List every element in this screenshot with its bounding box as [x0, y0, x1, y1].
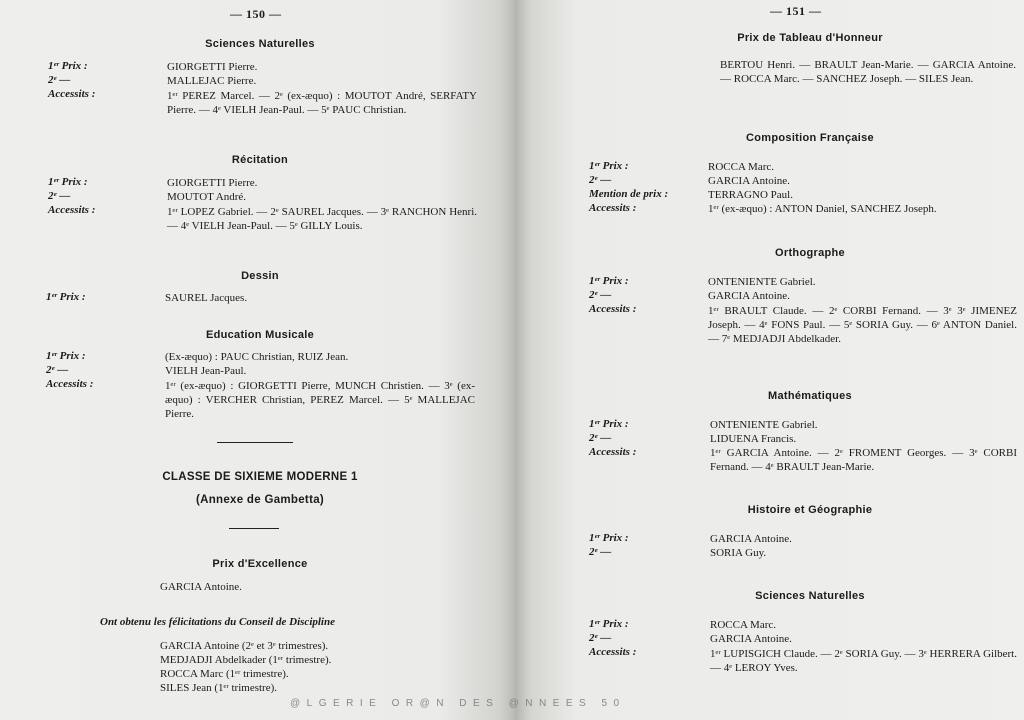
award-label: Mention de prix : — [589, 188, 669, 200]
award-label: Accessits : — [589, 303, 637, 315]
award-label: 1ᵉʳ Prix : — [46, 350, 86, 362]
award-label: 2ᵉ — — [48, 74, 71, 86]
award-names: ROCCA Marc. — [710, 619, 776, 631]
award-label: 1ᵉʳ Prix : — [589, 418, 629, 430]
award-label: Accessits : — [48, 204, 96, 216]
award-label: 1ᵉʳ Prix : — [589, 160, 629, 172]
award-label: 1ᵉʳ Prix : — [589, 618, 629, 630]
award-names: GIORGETTI Pierre. — [167, 177, 258, 189]
award-names: BERTOU Henri. — BRAULT Jean-Marie. — GARCIA Antoine. — ROCCA Marc. — SANCHEZ Joseph. — SILES Jean. — [720, 59, 1016, 86]
award-names: ONTENIENTE Gabriel. — [710, 419, 818, 431]
award-label: 2ᵉ — — [589, 432, 612, 444]
award-names: VIELH Jean-Paul. — [165, 365, 247, 377]
award-names: MOUTOT André. — [167, 191, 247, 203]
section-title: Histoire et Géographie — [747, 504, 873, 516]
award-label: Accessits : — [589, 202, 637, 214]
section-title: Education Musicale — [205, 329, 315, 341]
class-title: CLASSE DE SIXIEME MODERNE 1 — [162, 471, 358, 483]
award-names: 1ᵉʳ LUPISGICH Claude. — 2ᵉ SORIA Guy. — 3ᵉ HERRERA Gilbert. — 4ᵉ LEROY Yves. — [710, 648, 1017, 675]
watermark-text: @LGERIE OR@N DES @NNEES 50 — [290, 698, 626, 709]
award-names: GARCIA Antoine. — [710, 633, 792, 645]
list-item: MEDJADJI Abdelkader (1ᵉʳ trimestre). — [160, 654, 332, 666]
page-number: — 151 — — [770, 4, 822, 18]
award-names: GARCIA Antoine. — [708, 290, 790, 302]
award-label: 1ᵉʳ Prix : — [589, 275, 629, 287]
award-names: 1ᵉʳ LOPEZ Gabriel. — 2ᵉ SAUREL Jacques. — 3ᵉ RANCHON Henri. — 4ᵉ VIELH Jean-Paul. — 5ᵉ GILLY Louis. — [167, 206, 477, 233]
list-item: GARCIA Antoine (2ᵉ et 3ᵉ trimestres). — [160, 640, 329, 652]
page-number: — 150 — — [230, 7, 282, 21]
class-subtitle: (Annexe de Gambetta) — [195, 494, 325, 506]
award-label: 1ᵉʳ Prix : — [48, 176, 88, 188]
award-names: ONTENIENTE Gabriel. — [708, 276, 816, 288]
divider — [229, 528, 279, 529]
list-item: SILES Jean (1ᵉʳ trimestre). — [160, 682, 278, 694]
award-label: 2ᵉ — — [589, 632, 612, 644]
award-names: MALLEJAC Pierre. — [167, 75, 257, 87]
award-names: 1ᵉʳ (ex-æquo) : GIORGETTI Pierre, MUNCH Christien. — 3ᵉ (ex-æquo) : VERCHER Christian, PEREZ Marcel. — 5ᵉ MALLEJAC Pierre. — [165, 380, 475, 421]
award-label: Accessits : — [48, 88, 96, 100]
award-label: 2ᵉ — — [589, 174, 612, 186]
award-label: 2ᵉ — — [48, 190, 71, 202]
award-names: GIORGETTI Pierre. — [167, 61, 258, 73]
award-label: 2ᵉ — — [46, 364, 69, 376]
award-names: SORIA Guy. — [710, 547, 767, 559]
list-item: ROCCA Marc (1ᵉʳ trimestre). — [160, 668, 289, 680]
award-names: TERRAGNO Paul. — [708, 189, 793, 201]
award-label: 2ᵉ — — [589, 546, 612, 558]
award-names: 1ᵉʳ (ex-æquo) : ANTON Daniel, SANCHEZ Joseph. — [708, 203, 937, 215]
award-label: Accessits : — [589, 646, 637, 658]
award-names: 1ᵉʳ BRAULT Claude. — 2ᵉ CORBI Fernand. — 3ᵉ 3ᵉ JIMENEZ Joseph. — 4ᵉ FONS Paul. — 5ᵉ SORIA Guy. — 6ᵉ ANTON Daniel. — 7ᵉ MEDJADJI Abdelkader. — [708, 305, 1017, 346]
award-label: Accessits : — [46, 378, 94, 390]
section-title: Sciences Naturelles — [205, 38, 315, 50]
award-names: 1ᵉʳ PEREZ Marcel. — 2ᵉ (ex-æquo) : MOUTOT André, SERFATY Pierre. — 4ᵉ VIELH Jean-Paul. — 5ᵉ PAUC Christian. — [167, 90, 477, 117]
award-names: GARCIA Antoine. — [710, 533, 792, 545]
award-names: GARCIA Antoine. — [160, 581, 242, 593]
award-names: GARCIA Antoine. — [708, 175, 790, 187]
award-label: 1ᵉʳ Prix : — [589, 532, 629, 544]
right-page — [515, 0, 1024, 720]
award-label: 1ᵉʳ Prix : — [46, 291, 86, 303]
section-title: Sciences Naturelles — [755, 590, 865, 602]
award-names: ROCCA Marc. — [708, 161, 774, 173]
divider — [217, 442, 293, 443]
award-names: LIDUENA Francis. — [710, 433, 797, 445]
section-title: Orthographe — [775, 247, 845, 259]
award-names: (Ex-æquo) : PAUC Christian, RUIZ Jean. — [165, 351, 349, 363]
section-title: Récitation — [231, 154, 289, 166]
award-label: 1ᵉʳ Prix : — [48, 60, 88, 72]
award-label: 2ᵉ — — [589, 289, 612, 301]
award-label: Accessits : — [589, 446, 637, 458]
section-title: Prix d'Excellence — [212, 558, 308, 570]
award-names: 1ᵉʳ GARCIA Antoine. — 2ᵉ FROMENT Georges. — 3ᵉ CORBI Fernand. — 4ᵉ BRAULT Jean-Marie. — [710, 447, 1017, 474]
section-title: Composition Française — [746, 132, 874, 144]
award-names: SAUREL Jacques. — [165, 292, 248, 304]
section-title: Mathématiques — [768, 390, 852, 402]
section-title: Dessin — [241, 270, 279, 282]
felicitations-title: Ont obtenu les félicitations du Conseil de Discipline — [100, 616, 335, 628]
section-title: Prix de Tableau d'Honneur — [737, 32, 883, 44]
